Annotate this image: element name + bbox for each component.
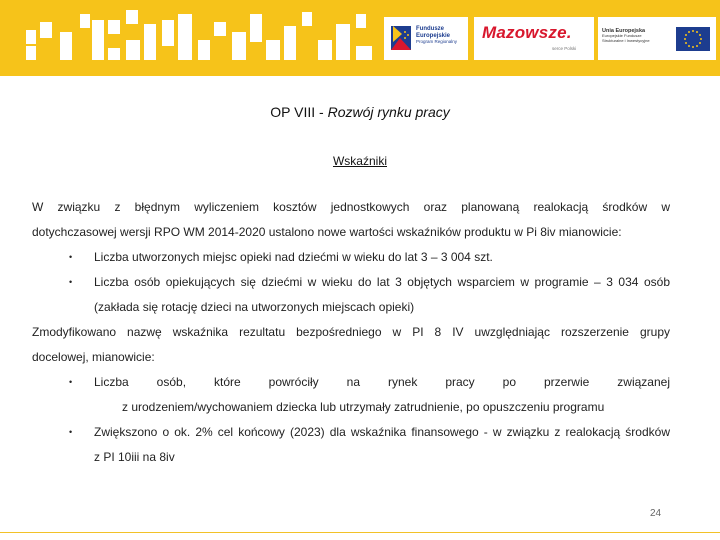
decor-square — [232, 32, 246, 60]
title-italic: Rozwój rynku pracy — [327, 104, 450, 120]
fe-line2: Europejskie — [416, 32, 451, 39]
decor-square — [302, 12, 312, 26]
paragraph-2-text-1: Zmodyfikowano nazwę wskaźnika rezultatu bezpośredniego w PI 8 IV uwzględniając rozszerzenie grupy — [32, 325, 670, 339]
paragraph-1-line-1 — [32, 195, 670, 220]
list-item — [69, 245, 493, 270]
list-item — [69, 420, 670, 445]
mazowsze-tagline: serce Polski — [552, 46, 577, 51]
mazowsze-logo — [474, 17, 594, 60]
header-banner — [0, 0, 720, 76]
bullet-icon: • — [69, 427, 73, 437]
decor-square — [26, 30, 36, 44]
decor-square — [126, 40, 140, 60]
paragraph-2-line-2: docelowej, mianowicie: — [32, 350, 155, 364]
list-item-text: Zwiększono o ok. 2% cel końcowy (2023) dla wskaźnika finansowego - w związku z realokacją środków — [94, 425, 670, 439]
decor-square — [284, 26, 296, 60]
decor-square — [92, 20, 104, 60]
decor-square — [126, 10, 138, 24]
bullet-icon: • — [69, 252, 73, 262]
decor-square — [108, 48, 120, 60]
decor-square — [266, 40, 280, 60]
fe-line1: Fundusze — [416, 26, 444, 32]
list-item-continuation: z PI 10iii na 8iv — [94, 450, 175, 464]
bullet-icon: • — [69, 377, 73, 387]
decor-square — [178, 14, 192, 60]
fundusze-europejskie-logo — [384, 17, 468, 60]
decor-square — [356, 46, 372, 60]
page-title — [0, 104, 720, 120]
ue-line3: Strukturalne i Inwestycyjne — [602, 37, 650, 43]
list-item-continuation: z urodzeniem/wychowaniem dziecka lub utrzymały zatrudnienie, po opuszczeniu programu — [122, 400, 605, 414]
list-item-text: Liczba osób, które powróciły na rynek pracy po przerwie związanej — [94, 375, 670, 389]
decor-square — [336, 24, 350, 60]
eu-flag-icon — [676, 27, 710, 51]
decor-square — [356, 14, 366, 28]
footer-divider — [0, 532, 720, 533]
fe-line3: Program Regionalny — [416, 39, 458, 44]
decor-square — [26, 46, 36, 60]
decor-square — [214, 22, 226, 36]
ue-line2: Europejskie Fundusze — [602, 33, 642, 38]
list-item-continuation: (zakłada się rotację dzieci na utworzonych miejscach opieki) — [94, 300, 415, 314]
list-item-text: Liczba utworzonych miejsc opieki nad dziećmi w wieku do lat 3 – 3 004 szt. — [94, 250, 493, 264]
paragraph-1-text-1: W związku z błędnym wyliczeniem kosztów jednostkowych oraz planowaną realokacją środków w — [32, 200, 670, 214]
decor-square — [144, 24, 156, 60]
decor-square — [60, 32, 72, 60]
eu-funds-flag-icon — [388, 24, 414, 54]
decor-square — [250, 14, 262, 42]
page-number: 24 — [650, 508, 662, 519]
decor-square — [162, 20, 174, 46]
decor-square — [318, 40, 332, 60]
paragraph-2-line-1 — [32, 320, 670, 345]
decor-square — [40, 22, 52, 38]
section-subtitle: Wskaźniki — [332, 154, 387, 168]
list-item — [69, 270, 670, 295]
decor-square — [198, 40, 210, 60]
list-item-text: Liczba osób opiekujących się dziećmi w wieku do lat 3 objętych wsparciem w programie – 3 034 osób — [94, 275, 670, 289]
bullet-icon: • — [69, 277, 73, 287]
list-item — [69, 370, 670, 395]
eu-logo — [598, 17, 716, 60]
mazowsze-wordmark: Mazowsze. — [482, 23, 572, 42]
decor-square — [108, 20, 120, 34]
ue-line1: Unia Europejska — [602, 28, 646, 34]
paragraph-1-line-2: dotychczasowej wersji RPO WM 2014-2020 ustalono nowe wartości wskaźników produktu w Pi 8iv mianowicie: — [32, 225, 622, 239]
title-prefix: OP VIII - — [270, 104, 328, 120]
decor-square — [80, 14, 90, 28]
